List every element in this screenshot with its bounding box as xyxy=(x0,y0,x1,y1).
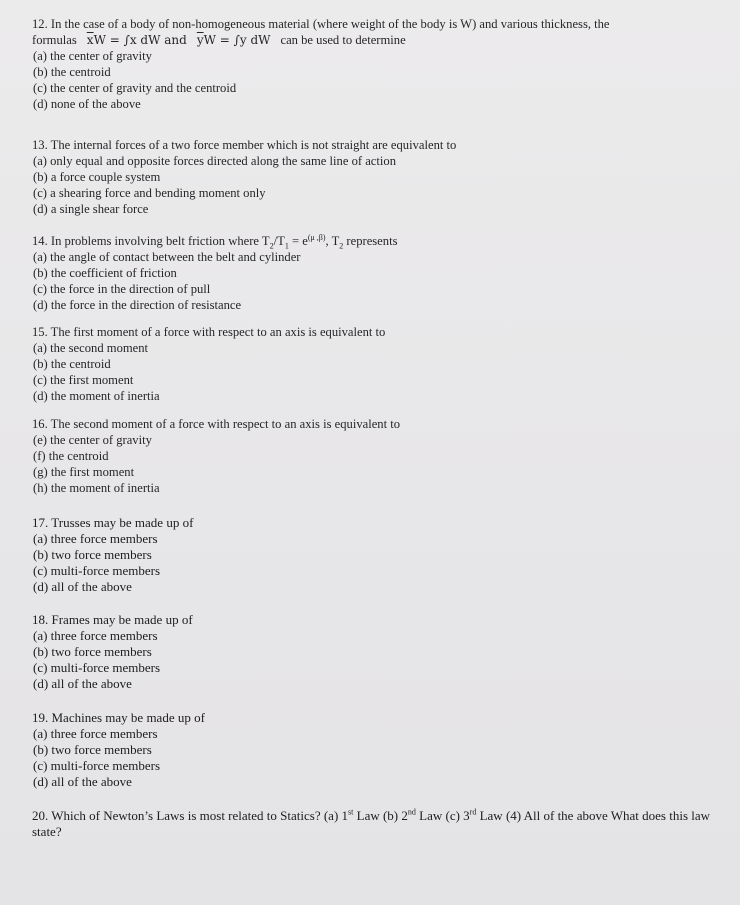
formula-y-bar xyxy=(197,32,271,48)
question-16 xyxy=(32,416,722,496)
question-20-stem-part-d: Law (4) All of the above What does this law state? xyxy=(32,808,711,839)
question-14-stem-part-d: , T xyxy=(325,234,340,248)
question-14-option-a: (a) the angle of contact between the belt and cylinder xyxy=(33,250,301,264)
x-bar-symbol: $\overline{x}$ xyxy=(86,33,94,47)
question-18-option-a: (a) three force members xyxy=(33,628,158,643)
question-12-option-d: (d) none of the above xyxy=(33,97,141,111)
question-14-sub-2: 1 xyxy=(284,241,289,251)
question-14-option-d: (d) the force in the direction of resistance xyxy=(33,298,242,312)
question-14-stem-part-e: represents xyxy=(343,234,398,248)
question-15-option-b: (b) the centroid xyxy=(33,357,111,371)
question-15-option-c: (c) the first moment xyxy=(33,373,134,387)
question-16-option-f: (f) the centroid xyxy=(33,449,109,463)
question-12-option-a: (a) the center of gravity xyxy=(33,49,152,63)
question-20-stem-part-b: Law (b) 2 xyxy=(353,808,408,823)
question-14-stem-part-b: /T xyxy=(273,234,285,248)
question-17-option-a: (a) three force members xyxy=(33,531,158,546)
question-12-option-c: (c) the center of gravity and the centroid xyxy=(33,81,237,95)
question-16-option-e: (e) the center of gravity xyxy=(33,433,152,447)
question-18 xyxy=(32,612,722,692)
question-14-option-b: (b) the coefficient of friction xyxy=(33,266,177,280)
question-20-sup-2: nd xyxy=(407,807,416,817)
question-17-option-d: (d) all of the above xyxy=(33,579,132,594)
question-20-sup-1: st xyxy=(348,807,354,817)
question-18-option-b: (b) two force members xyxy=(33,644,152,659)
question-16-stem: 16. The second moment of a force with respect to an axis is equivalent to xyxy=(32,417,401,431)
question-13-option-a: (a) only equal and opposite forces directed along the same line of action xyxy=(33,154,396,168)
question-18-stem: 18. Frames may be made up of xyxy=(32,612,193,627)
question-16-option-h: (h) the moment of inertia xyxy=(33,481,160,495)
question-14 xyxy=(32,233,722,313)
question-13-option-d: (d) a single shear force xyxy=(33,202,149,216)
question-15-stem: 15. The first moment of a force with respect to an axis is equivalent to xyxy=(32,325,386,339)
question-19-stem: 19. Machines may be made up of xyxy=(32,710,205,725)
question-13 xyxy=(32,137,722,217)
question-15-option-a: (a) the second moment xyxy=(33,341,149,355)
question-12-stem: 12. In the case of a body of non-homogeneous material (where weight of the body is W) and various thickness, the xyxy=(32,17,610,31)
question-12-option-b: (b) the centroid xyxy=(33,65,111,79)
formula-x-rest: W = ∫x dW and xyxy=(93,33,187,47)
question-19-option-a: (a) three force members xyxy=(33,726,158,741)
question-15 xyxy=(32,324,722,404)
question-19 xyxy=(32,710,722,790)
formulas-label: formulas xyxy=(32,33,77,47)
question-15-option-d: (d) the moment of inertia xyxy=(33,389,160,403)
question-20-stem xyxy=(32,808,722,840)
question-14-option-c: (c) the force in the direction of pull xyxy=(33,282,211,296)
question-17-option-c: (c) multi-force members xyxy=(33,563,161,578)
y-bar-symbol: $\overline{y}$ xyxy=(196,33,204,47)
question-14-sub-1: 2 xyxy=(269,241,274,251)
question-13-stem: 13. The internal forces of a two force member which is not straight are equivalent to xyxy=(32,138,457,152)
question-12-formula-line xyxy=(32,32,722,48)
question-14-stem-part-a: 14. In problems involving belt friction where T xyxy=(32,234,270,248)
question-13-option-c: (c) a shearing force and bending moment only xyxy=(33,186,266,200)
question-17-stem: 17. Trusses may be made up of xyxy=(32,515,194,530)
question-20-sup-3: rd xyxy=(469,807,477,817)
question-13-option-b: (b) a force couple system xyxy=(33,170,161,184)
question-14-exponent: (μ ,β) xyxy=(307,232,326,242)
formulas-suffix: can be used to determine xyxy=(280,33,406,47)
question-19-option-b: (b) two force members xyxy=(33,742,152,757)
question-19-option-c: (c) multi-force members xyxy=(33,758,161,773)
question-14-stem xyxy=(32,233,722,249)
question-20-stem-part-a: 20. Which of Newton’s Laws is most related to Statics? (a) 1 xyxy=(32,808,349,823)
question-14-sub-3: 2 xyxy=(339,241,344,251)
question-17 xyxy=(32,515,722,595)
question-20 xyxy=(32,808,722,840)
question-12 xyxy=(32,16,722,112)
question-19-option-d: (d) all of the above xyxy=(33,774,132,789)
question-17-option-b: (b) two force members xyxy=(33,547,152,562)
question-18-option-d: (d) all of the above xyxy=(33,676,132,691)
question-18-option-c: (c) multi-force members xyxy=(33,660,161,675)
question-16-option-g: (g) the first moment xyxy=(33,465,135,479)
question-14-stem-part-c: = e xyxy=(288,234,308,248)
question-20-stem-part-c: Law (c) 3 xyxy=(415,808,470,823)
formula-y-rest: W = ∫y dW xyxy=(203,33,271,47)
formula-x-bar xyxy=(87,32,187,48)
